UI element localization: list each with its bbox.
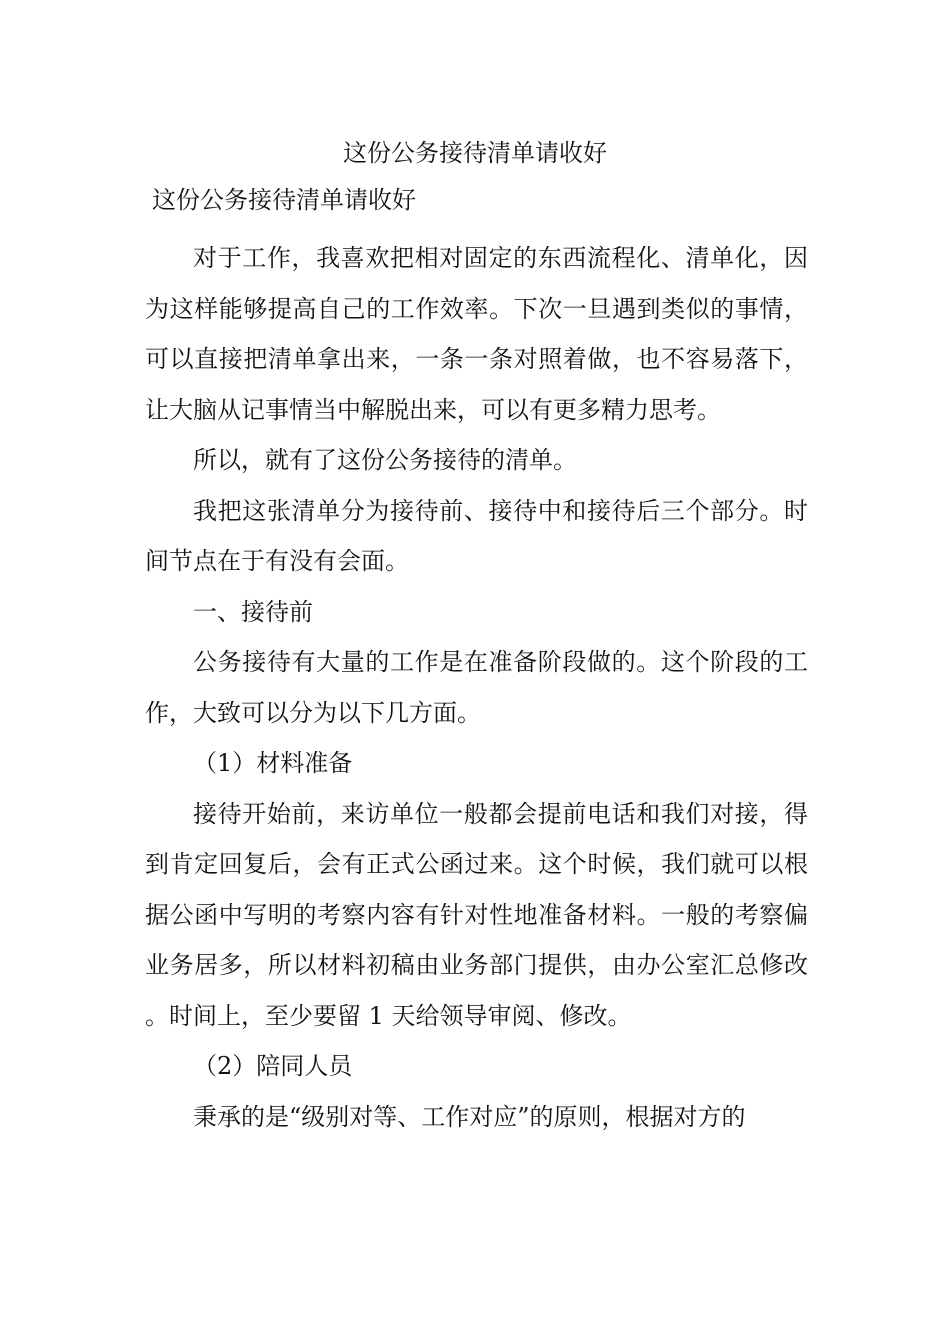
- paragraph-structure: 我把这张清单分为接待前、接待中和接待后三个部分。时间节点在于有没有会面。: [145, 496, 808, 575]
- paragraph-preparation: 公务接待有大量的工作是在准备阶段做的。这个阶段的工作，大致可以分为以下几方面。: [145, 648, 808, 727]
- document-subtitle: 这份公务接待清单请收好: [152, 186, 416, 214]
- document-body: [145, 233, 808, 1142]
- paragraph-materials: 接待开始前，来访单位一般都会提前电话和我们对接，得到肯定回复后，会有正式公函过来。这个时候，我们就可以根据公函中写明的考察内容有针对性地准备材料。一般的考察偏业务居多，所以材料初稿由业务部门提供，由办公室汇总修改。时间上，至少要留 1 天给领导审阅、修改。: [145, 799, 808, 1030]
- paragraph-accompanying-staff: 秉承的是“级别对等、工作对应”的原则，根据对方的: [193, 1102, 746, 1131]
- paragraph-reason: 所以，就有了这份公务接待的清单。: [193, 446, 577, 474]
- paragraph-intro: 对于工作，我喜欢把相对固定的东西流程化、清单化，因为这样能够提高自己的工作效率。下次一旦遇到类似的事情，可以直接把清单拿出来，一条一条对照着做，也不容易落下，让大脑从记事情当中解脱出来，可以有更多精力思考。: [145, 244, 808, 424]
- document-title: 这份公务接待清单请收好: [343, 139, 607, 167]
- subheading-accompanying-staff: （2）陪同人员: [193, 1052, 353, 1080]
- section-heading-before-reception: 一、接待前: [193, 597, 313, 626]
- subheading-materials: （1）材料准备: [193, 749, 353, 777]
